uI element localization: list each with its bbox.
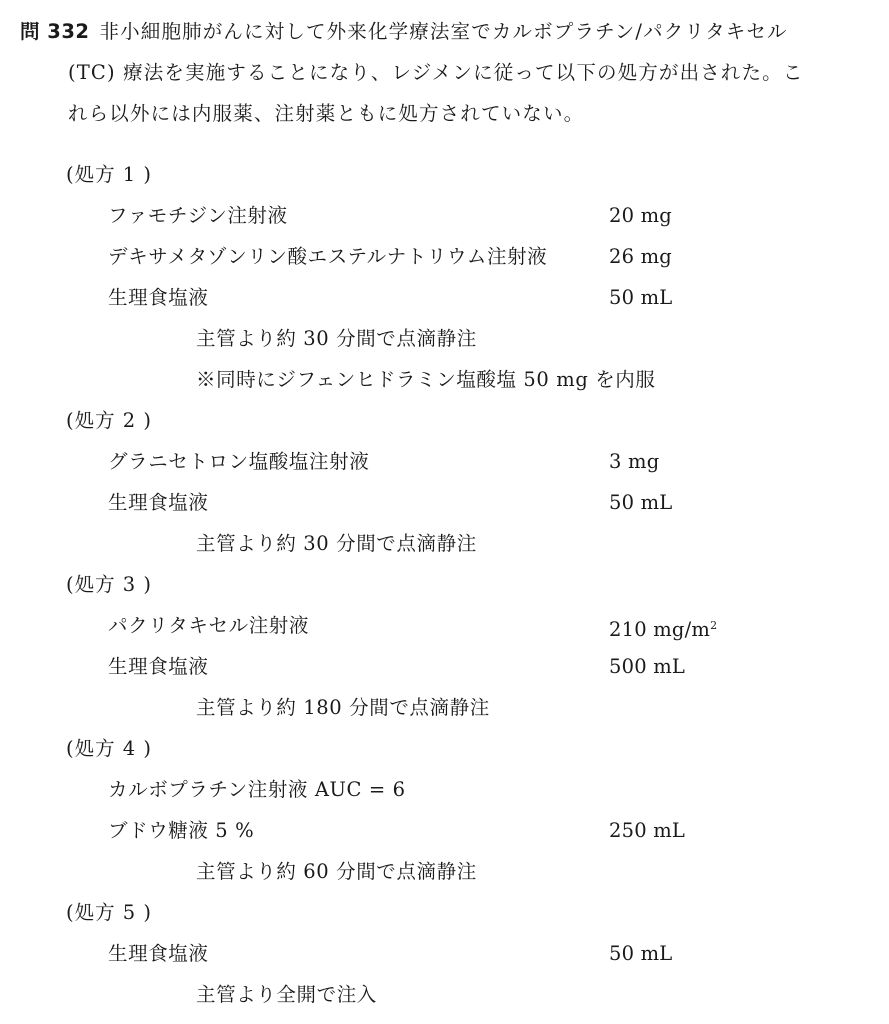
drug-amount: 20 mg xyxy=(609,204,672,227)
question-line-3: れら以外には内服薬、注射薬ともに処方されていない。 xyxy=(68,102,585,125)
drug-amount-superscript: 2 xyxy=(710,619,718,632)
instruction-text: 主管より約 30 分間で点滴静注 xyxy=(196,532,477,555)
prescription-4-heading: (処方 4 ) xyxy=(66,737,153,760)
prescription-5-heading: (処方 5 ) xyxy=(66,901,153,924)
instruction-text: ※同時にジフェンヒドラミン塩酸塩 50 mg を内服 xyxy=(196,368,656,391)
question-text-1: 非小細胞肺がんに対して外来化学療法室でカルボプラチン/パクリタキセル xyxy=(99,20,788,43)
prescription-4-drug-1 xyxy=(0,776,889,804)
drug-name: カルボプラチン注射液 AUC = 6 xyxy=(108,778,406,801)
prescription-5-drug-1 xyxy=(0,940,889,968)
instruction-text: 主管より約 60 分間で点滴静注 xyxy=(196,860,477,883)
prescription-1-drug-2 xyxy=(0,243,889,271)
drug-amount: 3 mg xyxy=(609,450,660,473)
drug-name: 生理食塩液 xyxy=(108,942,209,965)
prescription-2-instruction-1 xyxy=(0,530,889,558)
question-line-1 xyxy=(20,18,788,46)
prescription-2-drug-1 xyxy=(0,448,889,476)
drug-amount: 50 mL xyxy=(609,942,673,965)
drug-name: デキサメタゾンリン酸エステルナトリウム注射液 xyxy=(108,245,548,268)
prescription-3-drug-2 xyxy=(0,653,889,681)
drug-amount: 26 mg xyxy=(609,245,672,268)
prescription-1-drug-3 xyxy=(0,284,889,312)
drug-amount: 50 mL xyxy=(609,286,673,309)
question-line-2: (TC) 療法を実施することになり、レジメンに従って以下の処方が出された。こ xyxy=(68,61,804,84)
drug-name: パクリタキセル注射液 xyxy=(108,614,310,637)
question-number: 問 332 xyxy=(20,20,90,43)
drug-name: 生理食塩液 xyxy=(108,655,209,678)
prescription-5-instruction-1 xyxy=(0,981,889,1009)
drug-amount: 250 mL xyxy=(609,819,686,842)
drug-name: ブドウ糖液 5 % xyxy=(108,819,255,842)
prescription-1-instruction-1 xyxy=(0,325,889,353)
drug-amount-value: 210 mg/m xyxy=(609,618,711,641)
drug-name: 生理食塩液 xyxy=(108,491,209,514)
drug-name: ファモチジン注射液 xyxy=(108,204,288,227)
prescription-4-drug-2 xyxy=(0,817,889,845)
prescription-3-instruction-1 xyxy=(0,694,889,722)
drug-amount: 500 mL xyxy=(609,655,686,678)
instruction-text: 主管より約 30 分間で点滴静注 xyxy=(196,327,477,350)
prescription-3-heading: (処方 3 ) xyxy=(66,573,153,596)
prescription-1-heading: (処方 1 ) xyxy=(66,163,153,186)
drug-name: グラニセトロン塩酸塩注射液 xyxy=(108,450,370,473)
prescription-2-drug-2 xyxy=(0,489,889,517)
instruction-text: 主管より約 180 分間で点滴静注 xyxy=(196,696,490,719)
prescription-1-drug-1 xyxy=(0,202,889,230)
drug-amount: 50 mL xyxy=(609,491,673,514)
prescription-4-instruction-1 xyxy=(0,858,889,886)
drug-name: 生理食塩液 xyxy=(108,286,209,309)
drug-amount xyxy=(609,612,717,644)
prescription-3-drug-1 xyxy=(0,612,889,640)
prescription-1-instruction-2 xyxy=(0,366,889,394)
prescription-2-heading: (処方 2 ) xyxy=(66,409,153,432)
instruction-text: 主管より全開で注入 xyxy=(196,983,377,1006)
